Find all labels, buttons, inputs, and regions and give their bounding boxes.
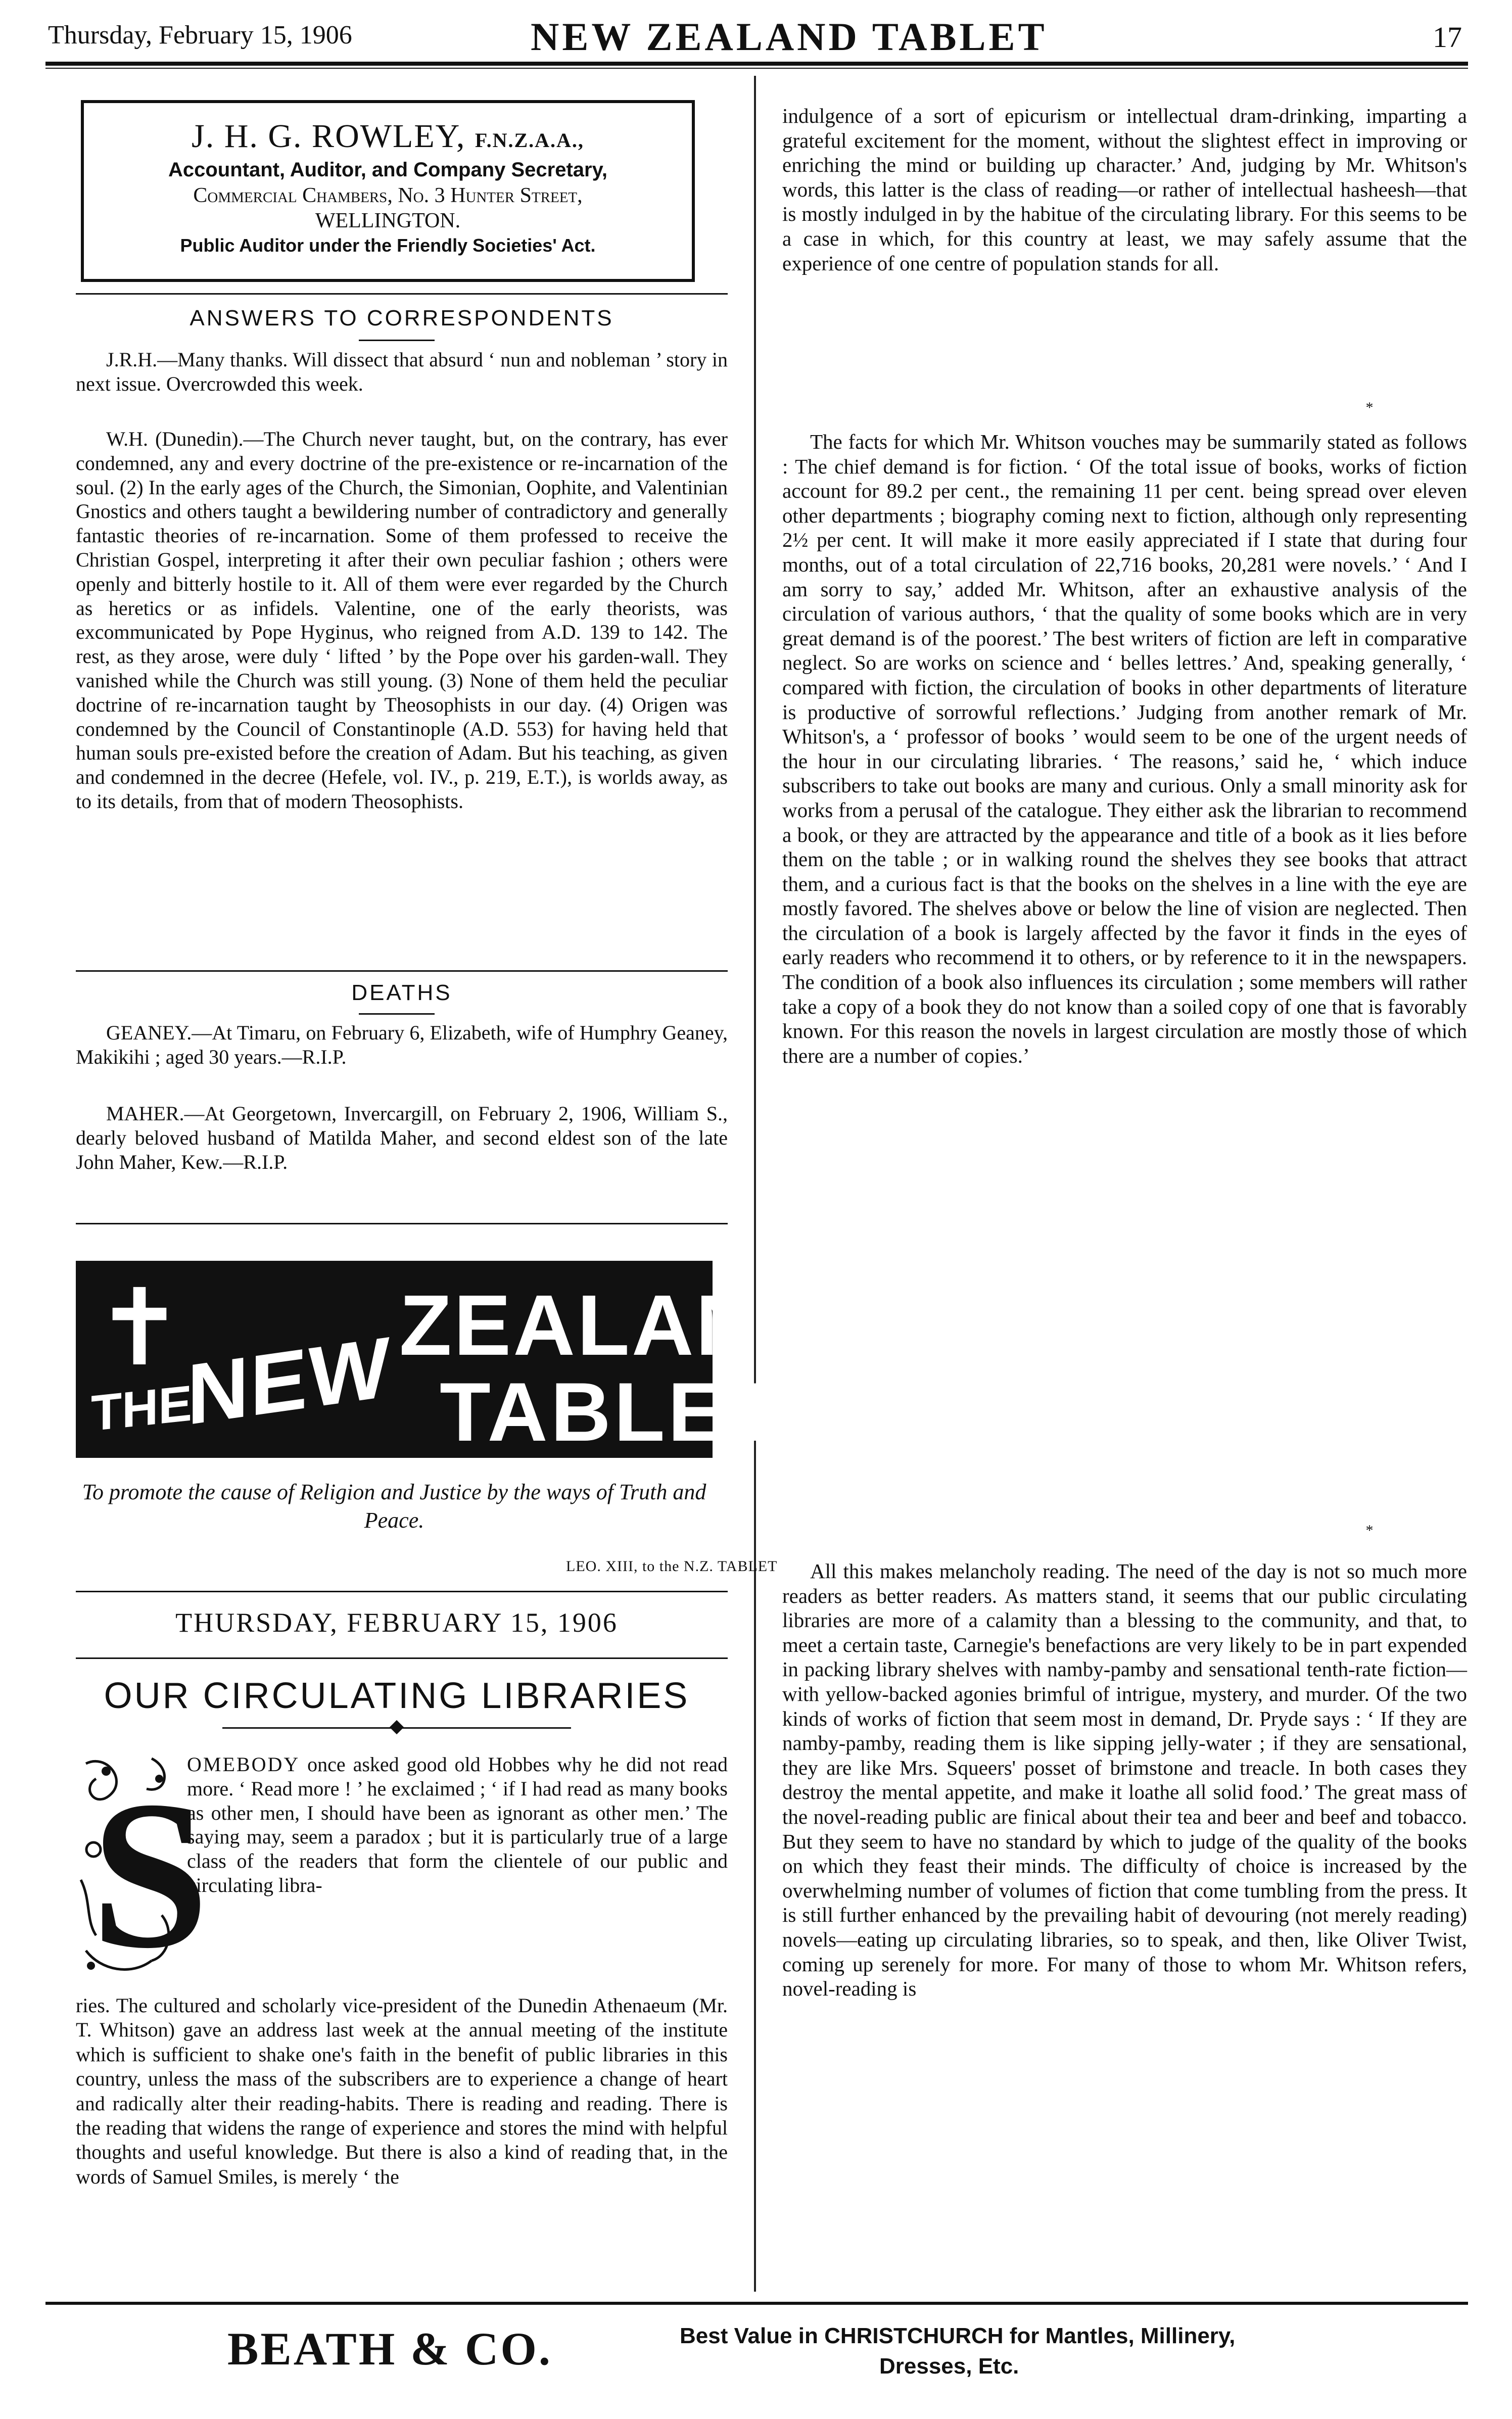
masthead-zealand: ZEALAND [399, 1277, 824, 1373]
footer-ad-line: Dresses, Etc. [879, 2354, 1019, 2379]
footer-ad-line: Best Value in CHRISTCHURCH for Mantles, Millinery, [680, 2323, 1236, 2348]
death-notice: GEANEY.—At Timaru, on February 6, Elizabeth, wife of Humphry Geaney, Makikihi ; aged 30 years.—R.I.P. [76, 1021, 728, 1068]
footer-rule [45, 2302, 1468, 2305]
diamond-ornament-icon [390, 1720, 404, 1734]
editorial-title: OUR CIRCULATING LIBRARIES [104, 1676, 690, 1716]
rowley-public-auditor: Public Auditor under the Friendly Societies' Act. [180, 235, 596, 256]
rowley-name: J. H. G. ROWLEY, [192, 118, 466, 155]
section-rule [76, 1591, 728, 1592]
short-rule [359, 1013, 435, 1015]
drop-cap [76, 1748, 209, 1992]
answers-heading: ANSWERS TO CORRESPONDENTS [190, 306, 614, 330]
editorial-para: The facts for which Mr. Whitson vouches may be summarily stated as follows : The chief demand is for fiction. ‘ Of the total issue of books, works of fiction account for 89.2 per cent., the remaining 11 per cent. being spread over eleven other departments ; biography coming next to fiction, although only representing 2½ per cent. It will make it more easily appreciated if I state that during four months, out of a total circulation of 22,716 books, 20,281 were novels.’ ‘ And I am sorry to say,’ added Mr. Whitson, after an exhaustive analysis of the circulation of various authors, ‘ that the quality of some books which are in very great demand is of the poorest.’ The best writers of fiction are left in comparative neglect. So are works on science and ‘ belles lettres.’ And, speaking generally, ‘ compared with fiction, the circulation of books in other departments of literature is productive of sorrowful reflections.’ Judging from another remark of Mr. Whitson's, a ‘ professor of books ’ would seem to be one of the urgent needs of the hour in our circulating libraries. ‘ The reasons,’ said he, ‘ which induce subscribers to take out books are many and curious. Only a small minority ask for works from a perusal of the catalogue. They either ask the librarian to recommend a book, or they are attracted by the appearance and title of a book as it lies before them on the table ; or in walking round the shelves they see books that attract them, and a curious fact is that the books on the shelves in a line with the eye are mostly favored. The shelves above or below the line of vision are neglected. Then the circulation of a book is largely affected by the favor it finds in the eyes of early readers who recommend it to others, or by reference to it in the newspapers. The condition of a book also influences its circulation ; some members will rather take a copy of a book they do not know than a soiled copy of one that is favorably known. For this reason the novels in largest circulation are mostly those of which there are a number of copies.’ [782, 430, 1467, 1067]
tablet-masthead [76, 1261, 824, 1458]
answer-item: W.H. (Dunedin).—The Church never taught, but, on the contrary, has ever condemned, any and every doctrine of the pre-existence or re-incarnation of the soul. (2) In the early ages of the Church, the Simonian, Oophite, and Valentinian Gnostics and others taught a bewildering number of contradictory and generally fantastic theories of re-incarnation. Some of them professed to receive the Christian Gospel, interpreting it after their own peculiar fashion ; others were openly and bitterly hostile to it. All of them were ever regarded by the Church as heretics or as infidels. Valentine, one of the early theorists, was excommunicated by Pope Hyginus, who reigned from A.D. 139 to 142. The rest, as they arose, were duly ‘ lifted ’ by the Pope over his garden-wall. They vanished while the Church was still young. (3) None of them held the peculiar doctrine of re-incarnation taught by Theosophists in our day. (4) Origen was condemned by the Council of Constantinople (A.D. 553) for having held that human souls pre-existed before the creation of Adam. But his teaching, as given and condemned in the decree (Hefele, vol. IV., p. 219, E.T.), is worlds away, as to its details, from that of modern Theosophists. [76, 428, 728, 813]
answer-item: J.R.H.—Many thanks. Will dissect that absurd ‘ nun and nobleman ’ story in next issue. Overcrowded this week. [76, 348, 728, 395]
editorial-para: indulgence of a sort of epicurism or intellectual dram-drinking, imparting a grateful excitement for the moment, without the slightest effect in improving or enriching the mind or building up character.’ And, judging by Mr. Whitson's words, this latter is the class of reading—or rather of intellectual hasheesh—that is mostly indulged in by the habitue of the circulating library. For this seems to be a case in which, for this country at least, we may safely assume that the experience of one centre of population stands for all. [782, 104, 1467, 275]
short-rule [359, 340, 435, 341]
header-rule [45, 62, 1468, 66]
drop-cap-letter: S [91, 1757, 209, 1992]
header-date: Thursday, February 15, 1906 [48, 21, 352, 50]
rowley-role: Accountant, Auditor, and Company Secretary, [168, 159, 608, 181]
deaths-heading: DEATHS [351, 980, 452, 1005]
footer-firm-name: BEATH & CO. [227, 2323, 552, 2375]
editorial-para-cont: ries. The cultured and scholarly vice-president of the Dunedin Athenaeum (Mr. T. Whitson) gave an address last week at the annual meeting of the institute which is sufficient to shake one's faith in the benefit of public libraries in this country, unless the mass of the subscribers are to experience a change of heart and radically alter their reading-habits. There is reading and reading. There is the reading that widens the range of experience and stores the mind with helpful thoughts and useful knowledge. But there is also a kind of reading that, in the words of Samuel Smiles, is merely ‘ the [76, 1994, 728, 2188]
page-number: 17 [1433, 21, 1462, 54]
rowley-advertisement [81, 100, 695, 282]
editorial-opening [187, 1752, 728, 1898]
motto-attribution: LEO. XIII, to the N.Z. TABLET [566, 1558, 778, 1575]
column-divider [754, 76, 756, 2292]
editorial-para: All this makes melancholy reading. The need of the day is not so much more readers as better readers. As matters stand, it seems that our public circulating libraries are more of a calamity than a blessing to the community, and that, to meet a certain taste, Carnegie's benefactions are very likely to be in part expended in packing library shelves with namby-pamby and sensational tenth-rate fiction—with yellow-backed agonies brimful of intrigue, mystery, and murder. Of the two kinds of works of fiction that seem most in demand, Dr. Pryde says : ‘ If they are namby-pamby, reading them is like sipping jelly-water ; if they are sensational, they are like Mrs. Squeers' posset of brimstone and treacle. In both cases they destroy the mental appetite, and make it loathe all solid food.’ The great mass of the novel-reading public are finical about their tea and beer and beef and tobacco. But they seem to have no standard by which to judge of the quality of the books on which they feast their minds. The difficulty of choice is increased by the overwhelming number of volumes of fiction that come tumbling from the press. It is still further enhanced by the prevailing habit of devouring (not merely reading) novels—eating up circulating libraries, so to speak, and then, like Oliver Twist, coming up serenely for more. For many of those to whom Mr. Whitson refers, novel-reading is [782, 1559, 1467, 2001]
rowley-city: WELLINGTON. [315, 209, 461, 232]
rowley-credentials: F.N.Z.A.A., [475, 129, 584, 152]
section-rule [76, 970, 728, 972]
section-rule [76, 1657, 728, 1659]
masthead-new: NEW [187, 1318, 391, 1444]
section-rule [76, 293, 728, 295]
editorial-first-word: OMEBODY [187, 1753, 300, 1776]
header-rule-thin [45, 68, 1468, 69]
section-rule [76, 1223, 728, 1224]
masthead-motto: To promote the cause of Religion and Justice by the ways of Truth and Peace. [82, 1480, 706, 1533]
cross-icon: ✝ [95, 1266, 184, 1390]
masthead-tablet: TABLET [440, 1365, 781, 1458]
header-title: NEW ZEALAND TABLET [531, 15, 1048, 59]
star-separator: * [1365, 399, 1374, 416]
editorial-dateline: THURSDAY, FEBRUARY 15, 1906 [175, 1607, 618, 1638]
editorial-first-para: once asked good old Hobbes why he did not read more. ‘ Read more ! ’ he exclaimed ; ‘ if I had read as many books as other men, I should have been as ignorant as other men.’ The saying may, seem a paradox ; but it is particularly true of a large class of the readers that form the clientele of our public and circulating libra- [187, 1753, 728, 1896]
rowley-address: Commercial Chambers, No. 3 Hunter Street, [193, 184, 583, 207]
death-notice: MAHER.—At Georgetown, Invercargill, on February 2, 1906, William S., dearly beloved husband of Matilda Maher, and second eldest son of the late John Maher, Kew.—R.I.P. [76, 1102, 728, 1173]
star-separator: * [1365, 1522, 1374, 1539]
masthead-the: THE [91, 1374, 192, 1442]
